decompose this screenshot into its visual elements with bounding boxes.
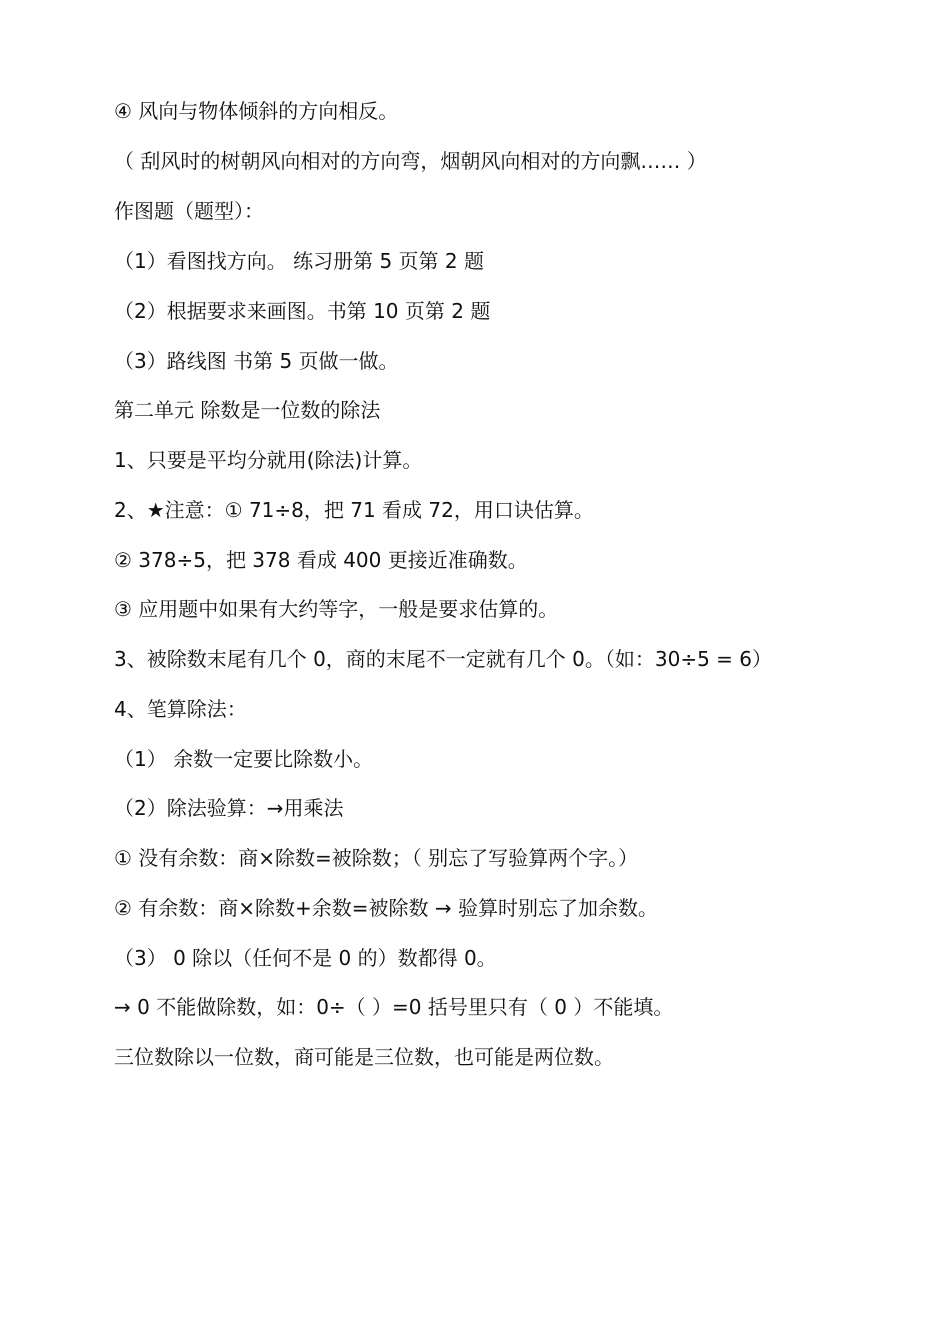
text-line-20: 三位数除以一位数，商可能是三位数，也可能是两位数。 [114, 1045, 614, 1069]
text-line-19: → 0 不能做除数，如：0÷（ ）=0 括号里只有（ 0 ）不能填。 [114, 995, 674, 1019]
text-line-17: ② 有余数：商×除数+余数=被除数 → 验算时别忘了加余数。 [114, 896, 659, 920]
text-line-18: （3） 0 除以（任何不是 0 的）数都得 0。 [114, 946, 497, 970]
text-line-13: 4、笔算除法： [114, 697, 247, 721]
text-line-11: ③ 应用题中如果有大约等字，一般是要求估算的。 [114, 597, 559, 621]
text-line-10: ② 378÷5，把 378 看成 400 更接近准确数。 [114, 548, 528, 572]
text-line-16: ① 没有余数：商×除数=被除数；（ 别忘了写验算两个字。） [114, 846, 639, 870]
section-heading-unit-2: 第二单元 除数是一位数的除法 [114, 398, 381, 422]
text-line-8: 1、只要是平均分就用(除法)计算。 [114, 448, 423, 472]
text-line-1: ④ 风向与物体倾斜的方向相反。 [114, 99, 399, 123]
text-line-9: 2、★注意：① 71÷8，把 71 看成 72，用口诀估算。 [114, 498, 594, 522]
text-line-4: （1）看图找方向。 练习册第 5 页第 2 题 [114, 249, 484, 273]
text-line-3: 作图题（题型）： [114, 199, 264, 223]
text-line-2: （ 刮风时的树朝风向相对的方向弯，烟朝风向相对的方向飘…… ） [114, 149, 707, 173]
text-line-6: （3）路线图 书第 5 页做一做。 [114, 349, 399, 373]
text-line-12: 3、被除数末尾有几个 0，商的末尾不一定就有几个 0。（如：30÷5 = 6） [114, 647, 773, 671]
text-line-5: （2）根据要求来画图。书第 10 页第 2 题 [114, 299, 491, 323]
text-line-14: （1） 余数一定要比除数小。 [114, 747, 374, 771]
text-line-15: （2）除法验算：→用乘法 [114, 796, 344, 820]
